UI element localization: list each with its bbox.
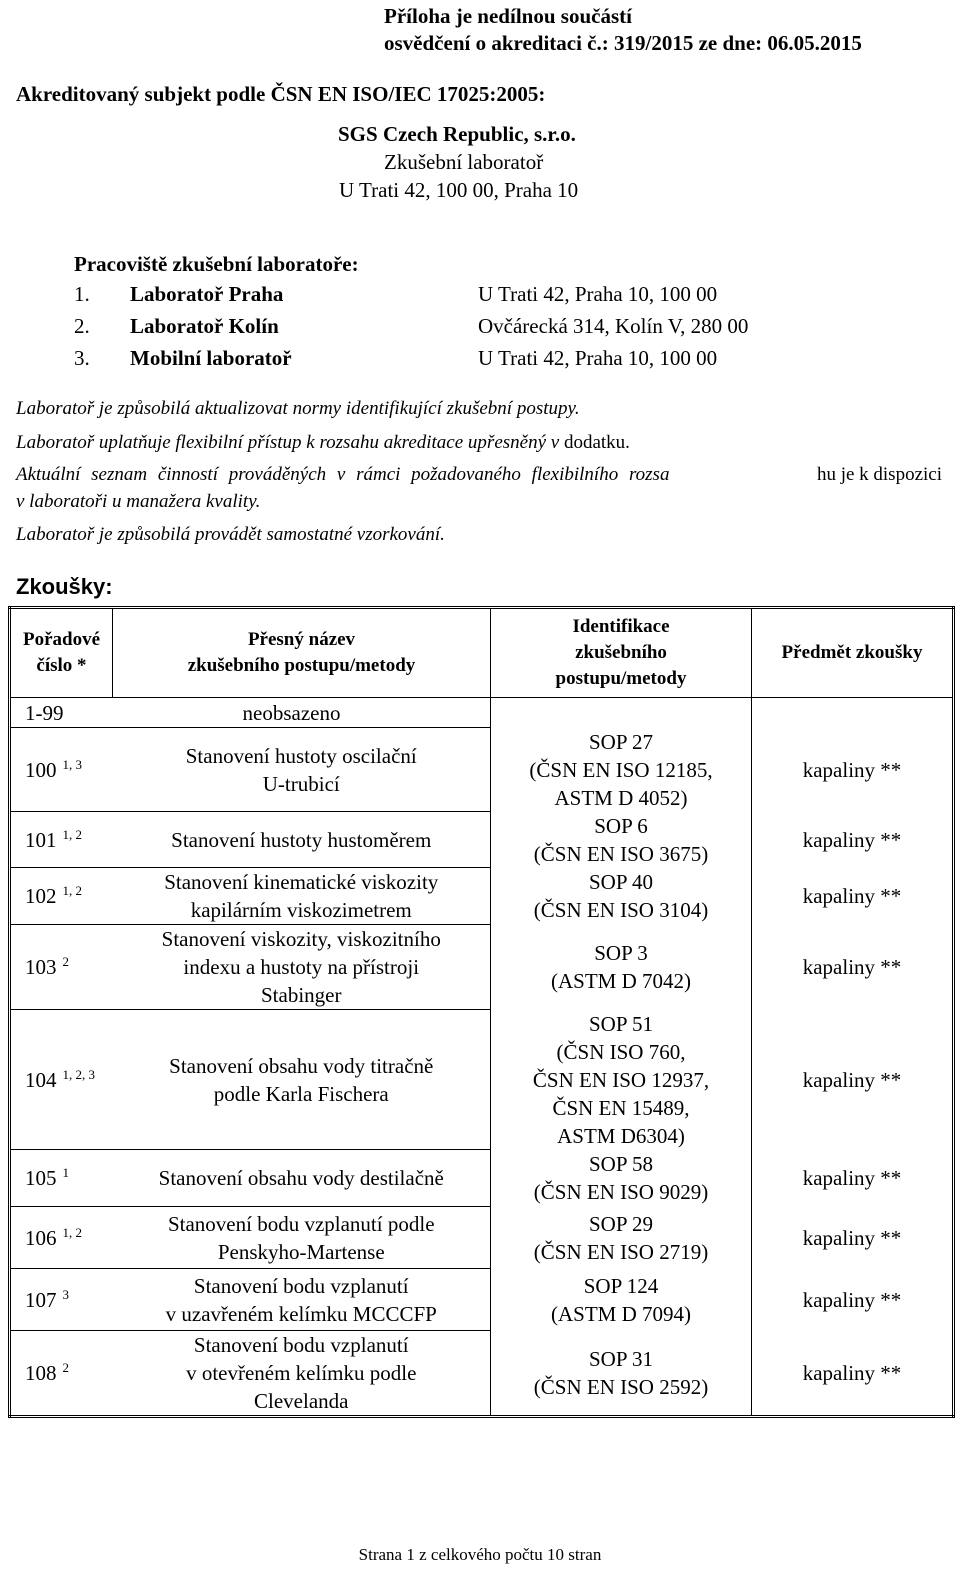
test-ident-line: SOP 27 <box>589 729 653 754</box>
test-subject: kapaliny ** <box>752 1331 954 1417</box>
test-name-line: Stanovení viskozity, viskozitního <box>161 927 441 951</box>
row-number-value: 1-99 <box>25 700 64 725</box>
workplace-address-3: U Trati 42, Praha 10, 100 00 <box>478 346 718 370</box>
row-number-footnote: 1 <box>62 1165 69 1180</box>
test-ident-line: (ČSN EN ISO 12185, <box>529 757 713 782</box>
header-ident-line-2: zkušebního <box>575 642 667 663</box>
header-name-line-2: zkušebního postupu/metody <box>187 655 416 676</box>
workplace-name-3: Mobilní laboratoř <box>130 346 292 370</box>
test-name-line: Stanovení bodu vzplanutí <box>193 1273 409 1298</box>
test-name-line: indexu a hustoty na přístroji <box>183 955 420 979</box>
tests-table <box>8 606 955 1418</box>
row-number-value: 103 <box>25 955 57 979</box>
test-ident-line: SOP 124 <box>583 1273 659 1298</box>
note-sampling: Laboratoř je způsobilá provádět samostatné vzorkování. <box>16 524 445 545</box>
test-subject: kapaliny ** <box>752 1269 954 1331</box>
row-number-footnote: 1, 2 <box>62 1224 82 1240</box>
test-name-line: U-trubicí <box>262 771 340 796</box>
test-ident-line: (ČSN EN ISO 2719) <box>533 1239 709 1264</box>
row-number-value: 106 <box>25 1225 57 1250</box>
test-ident-line: SOP 6 <box>594 813 648 838</box>
test-ident-line: SOP 51 <box>589 1011 653 1036</box>
accredited-subject-label: Akreditovaný subjekt podle ČSN EN ISO/IEC 17025:2005: <box>16 82 546 106</box>
row-number-footnote: 3 <box>62 1286 69 1302</box>
header-subject: Předmět zkoušky <box>752 608 954 698</box>
note-flexible-end: dodatku. <box>563 432 630 453</box>
test-name <box>113 1150 491 1207</box>
test-ident <box>491 925 752 1010</box>
row-number <box>10 1150 113 1207</box>
header-order-line-2: číslo * <box>36 655 87 676</box>
row-number-footnote: 1, 2 <box>62 883 82 898</box>
note-flexible-text: Laboratoř uplatňuje flexibilní přístup k rozsahu akreditace upřesněný v <box>16 432 560 453</box>
test-ident-line: (ASTM D 7042) <box>551 969 691 993</box>
row-number <box>10 698 113 728</box>
test-ident <box>491 698 752 728</box>
test-ident-line: SOP 58 <box>589 1152 653 1176</box>
note-update-norms: Laboratoř je způsobilá aktualizovat normy identifikující zkušební postupy. <box>16 398 580 419</box>
test-subject: kapaliny ** <box>752 1207 954 1269</box>
test-name <box>113 728 491 812</box>
workplace-num-3: 3. <box>74 346 90 370</box>
table-row <box>10 698 954 728</box>
row-number <box>10 868 113 925</box>
test-name-line: Stanovení kinematické viskozity <box>164 870 439 894</box>
test-name <box>113 698 491 728</box>
test-name-line: Stanovení obsahu vody titračně <box>169 1053 434 1078</box>
test-name <box>113 925 491 1010</box>
test-subject: kapaliny ** <box>752 925 954 1010</box>
table-row <box>10 728 954 812</box>
workplace-address-2: Ovčárecká 314, Kolín V, 280 00 <box>478 314 749 338</box>
table-row <box>10 1207 954 1269</box>
test-name-line: Penskyho-Martense <box>217 1239 385 1264</box>
test-subject: kapaliny ** <box>752 812 954 868</box>
test-ident <box>491 812 752 868</box>
page-footer: Strana 1 z celkového počtu 10 stran <box>358 1545 602 1564</box>
header-ident-line-1: Identifikace <box>572 616 670 637</box>
row-number <box>10 728 113 812</box>
row-number-value: 102 <box>25 884 57 908</box>
test-ident-line: ČSN EN ISO 12937, <box>532 1067 710 1092</box>
lab-address: U Trati 42, 100 00, Praha 10 <box>339 178 579 202</box>
test-ident-line: (ČSN EN ISO 3675) <box>533 841 709 866</box>
test-name <box>113 1207 491 1269</box>
test-name-line: podle Karla Fischera <box>213 1081 389 1106</box>
test-ident-line: SOP 31 <box>589 1346 653 1371</box>
test-name-line: v uzavřeném kelímku MCCCFP <box>165 1301 437 1326</box>
company-name: SGS Czech Republic, s.r.o. <box>338 122 576 146</box>
table-row <box>10 868 954 925</box>
test-ident-line: ČSN EN 15489, <box>552 1095 690 1120</box>
row-number-value: 107 <box>25 1287 57 1312</box>
test-ident <box>491 1150 752 1207</box>
test-name-line: Clevelanda <box>254 1389 349 1413</box>
row-number-footnote: 2 <box>62 954 69 969</box>
test-ident <box>491 1269 752 1331</box>
row-number-footnote: 1, 2 <box>62 826 82 842</box>
test-ident <box>491 868 752 925</box>
test-name <box>113 1010 491 1150</box>
header-name-line-1: Přesný název <box>247 629 356 650</box>
workplace-name-1: Laboratoř Praha <box>130 282 284 306</box>
test-name-line: Stanovení obsahu vody destilačně <box>158 1166 444 1190</box>
test-ident <box>491 1207 752 1269</box>
test-ident-line: ASTM D6304) <box>557 1123 685 1148</box>
note-flexible-approach <box>16 432 630 454</box>
tests-title: Zkoušky: <box>16 574 113 599</box>
test-name <box>113 1331 491 1417</box>
note-current-list-end: hu je k dispozici <box>816 464 942 485</box>
row-number-footnote: 1, 3 <box>62 756 82 772</box>
note-current-list-text: Aktuální seznam činností prováděných v rámci požadovaného flexibilního rozsa <box>16 464 670 485</box>
test-ident <box>491 728 752 812</box>
row-number <box>10 925 113 1010</box>
table-row <box>10 812 954 868</box>
table-row <box>10 925 954 1010</box>
test-name-line: Stabinger <box>261 983 342 1007</box>
test-name-line: kapilárním viskozimetrem <box>190 898 412 922</box>
test-subject: kapaliny ** <box>752 728 954 812</box>
test-ident-line: (ČSN EN ISO 9029) <box>533 1180 709 1204</box>
header-order <box>10 608 113 698</box>
table-header-row <box>10 608 954 698</box>
workplace-num-2: 2. <box>74 314 90 338</box>
row-number-value: 105 <box>25 1166 57 1190</box>
row-number <box>10 1269 113 1331</box>
header-order-line-1: Pořadové <box>22 629 101 650</box>
lab-name: Zkušební laboratoř <box>384 150 544 174</box>
test-ident-line: SOP 40 <box>589 870 653 894</box>
table-row <box>10 1269 954 1331</box>
test-ident <box>491 1331 752 1417</box>
annex-line-1: Příloha je nedílnou součástí <box>384 4 632 28</box>
row-number-value: 100 <box>25 757 57 782</box>
row-number <box>10 812 113 868</box>
workplaces-title: Pracoviště zkušební laboratoře: <box>74 252 359 276</box>
workplace-name-2: Laboratoř Kolín <box>130 314 279 338</box>
header-ident <box>491 608 752 698</box>
test-name-line: v otevřeném kelímku podle <box>186 1361 417 1385</box>
test-name <box>113 868 491 925</box>
test-ident-line: SOP 3 <box>594 941 648 965</box>
table-row <box>10 1010 954 1150</box>
test-name-line: Stanovení hustoty hustoměrem <box>171 827 432 852</box>
test-ident <box>491 1010 752 1150</box>
workplace-num-1: 1. <box>74 282 90 306</box>
row-number <box>10 1207 113 1269</box>
table-row <box>10 1331 954 1417</box>
workplace-address-1: U Trati 42, Praha 10, 100 00 <box>478 282 718 306</box>
row-number <box>10 1331 113 1417</box>
row-number-footnote: 2 <box>62 1360 69 1375</box>
row-number-value: 101 <box>25 827 57 852</box>
test-ident-line: ASTM D 4052) <box>554 785 688 810</box>
test-name-line: Stanovení bodu vzplanutí podle <box>167 1211 435 1236</box>
row-number-value: 104 <box>25 1067 57 1092</box>
row-number <box>10 1010 113 1150</box>
header-ident-line-3: postupu/metody <box>555 668 687 689</box>
test-ident-line: SOP 29 <box>589 1211 653 1236</box>
test-ident-line: (ČSN EN ISO 3104) <box>533 898 709 922</box>
row-number-footnote: 1, 2, 3 <box>62 1066 95 1082</box>
test-ident-line: (ČSN ISO 760, <box>556 1039 686 1064</box>
test-subject <box>752 698 954 728</box>
test-name <box>113 812 491 868</box>
row-number-value: 108 <box>25 1361 57 1385</box>
note-current-list-line-1 <box>16 464 942 486</box>
test-subject: kapaliny ** <box>752 868 954 925</box>
test-name <box>113 1269 491 1331</box>
header-name <box>113 608 491 698</box>
test-name-line: neobsazeno <box>242 700 341 725</box>
test-ident-line: (ČSN EN ISO 2592) <box>533 1374 709 1399</box>
table-row <box>10 1150 954 1207</box>
test-subject: kapaliny ** <box>752 1010 954 1150</box>
test-name-line: Stanovení bodu vzplanutí <box>193 1333 409 1357</box>
annex-line-2: osvědčení o akreditaci č.: 319/2015 ze dne: 06.05.2015 <box>384 31 862 55</box>
note-current-list-line-2: v laboratoři u manažera kvality. <box>16 491 261 512</box>
test-subject: kapaliny ** <box>752 1150 954 1207</box>
test-ident-line: (ASTM D 7094) <box>551 1301 691 1326</box>
test-name-line: Stanovení hustoty oscilační <box>185 743 417 768</box>
